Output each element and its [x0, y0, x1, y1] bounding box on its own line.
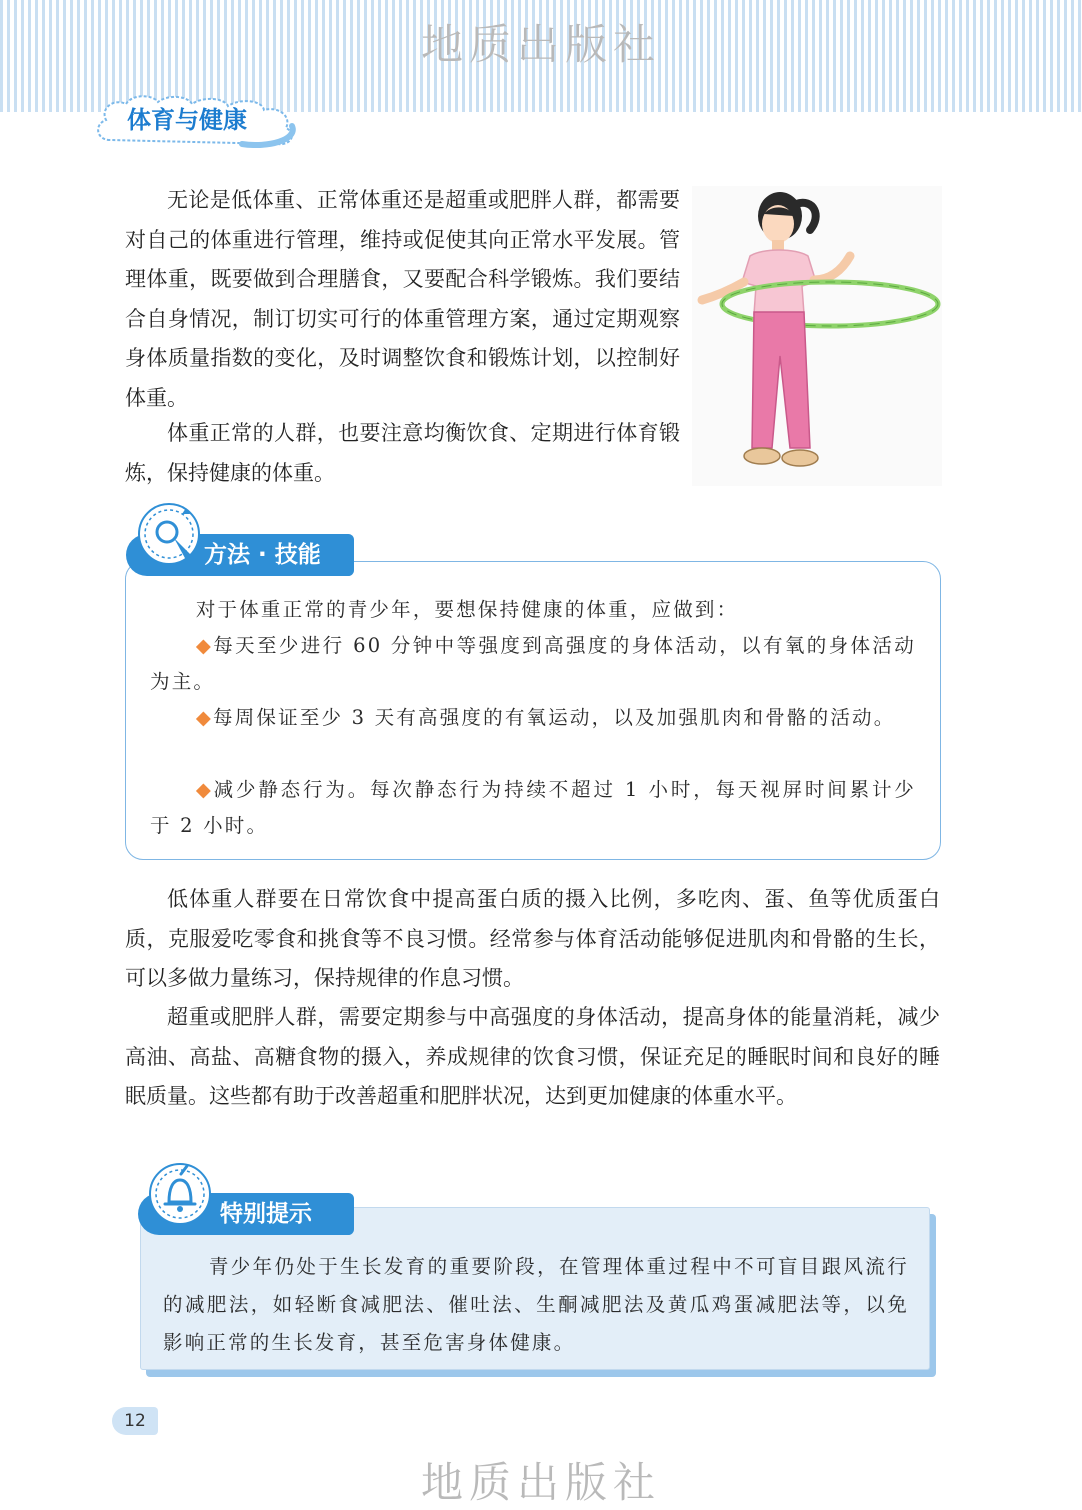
intro-paragraph-1: 无论是低体重、正常体重还是超重或肥胖人群，都需要对自己的体重进行管理，维持或促使其向正常水平发展。管理体重，既要做到合理膳食，又要配合科学锻炼。我们要结合自身情况，制订切实可行的体重管理方案，通过定期观察身体质量指数的变化，及时调整饮食和锻炼计划，以控制好体重。 [125, 188, 680, 410]
watermark-bottom: 地质出版社 [420, 1458, 661, 1507]
bell-icon [147, 1160, 217, 1230]
section-tag-label: 体育与健康 [127, 106, 247, 134]
method-item-2 [150, 700, 916, 736]
method-skill-title: 方法 · 技能 [204, 542, 321, 568]
diamond-bullet-icon: ◆ [195, 706, 214, 729]
method-lead-text: 对于体重正常的青少年，要想保持健康的体重，应做到： [195, 598, 739, 621]
method-item-3-text: 减少静态行为。每次静态行为持续不超过 1 小时，每天视屏时间累计少于 2 小时。 [150, 778, 916, 837]
intro-paragraph-2: 体重正常的人群，也要注意均衡饮食、定期进行体育锻炼，保持健康的体重。 [125, 421, 680, 485]
section-tag [92, 90, 300, 148]
overweight-paragraph: 超重或肥胖人群，需要定期参与中高强度的身体活动，提高身体的能量消耗，减少高油、高盐、高糖食物的摄入，养成规律的饮食习惯，保证充足的睡眠时间和良好的睡眠质量。这些都有助于改善超重和肥胖状况，达到更加健康的体重水平。 [125, 1005, 940, 1108]
compass-pen-icon [136, 500, 206, 570]
diamond-bullet-icon: ◆ [195, 778, 214, 801]
method-item-2-text: 每周保证至少 3 天有高强度的有氧运动，以及加强肌肉和骨骼的活动。 [213, 706, 896, 729]
watermark-top: 地质出版社 [420, 20, 661, 69]
method-item-3 [150, 772, 916, 844]
method-item-1-text: 每天至少进行 60 分钟中等强度到高强度的身体活动，以有氧的身体活动为主。 [150, 634, 916, 693]
diamond-bullet-icon: ◆ [195, 634, 214, 657]
special-tips-title: 特别提示 [220, 1201, 312, 1227]
girl-hula-hoop-illustration [692, 186, 942, 486]
special-tips-text: 青少年仍处于生长发育的重要阶段，在管理体重过程中不可盲目跟风流行的减肥法，如轻断食减肥法、催吐法、生酮减肥法及黄瓜鸡蛋减肥法等，以免影响正常的生长发育，甚至危害身体健康。 [163, 1255, 909, 1354]
page-number: 12 [112, 1407, 158, 1435]
method-item-1 [150, 628, 916, 700]
low-weight-paragraph: 低体重人群要在日常饮食中提高蛋白质的摄入比例，多吃肉、蛋、鱼等优质蛋白质，克服爱吃零食和挑食等不良习惯。经常参与体育活动能够促进肌肉和骨骼的生长，可以多做力量练习，保持规律的作息习惯。 [125, 887, 940, 990]
